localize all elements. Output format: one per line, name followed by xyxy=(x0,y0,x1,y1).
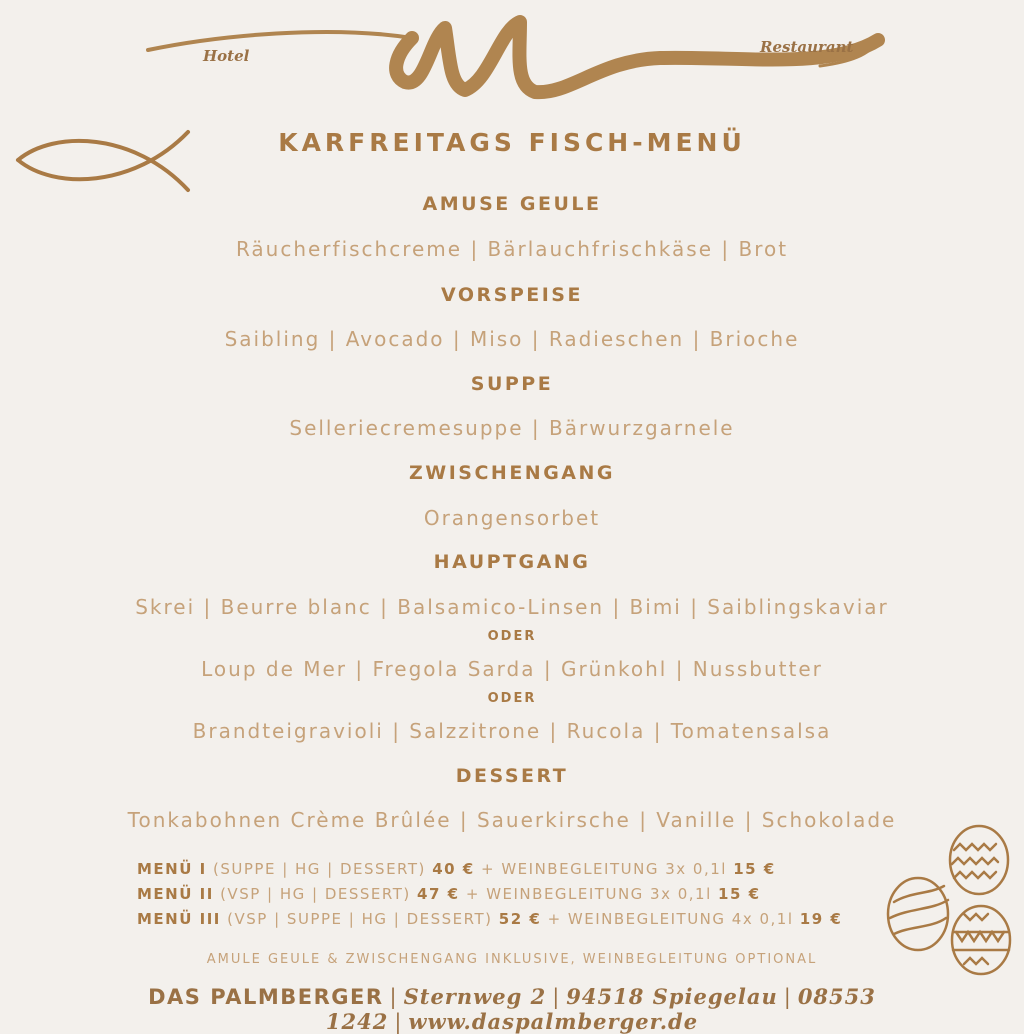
section-heading: ZWISCHENGANG xyxy=(408,462,615,484)
footer-contact: DAS PALMBERGER | Sternweg 2 | 94518 Spiegelau | 08553 1242 | www.daspalmberger.de xyxy=(148,984,876,1034)
oder-separator: ODER xyxy=(487,629,537,644)
menu-title: KARFREITAGS FISCH-MENÜ xyxy=(278,128,746,157)
logo-hotel-word: Hotel xyxy=(203,47,250,65)
section-heading: VORSPEISE xyxy=(441,284,583,306)
section-heading: SUPPE xyxy=(470,373,554,395)
footer-phone: 08553 1242 xyxy=(325,984,876,1034)
oder-separator: ODER xyxy=(487,691,537,706)
palmberger-logo-icon xyxy=(0,0,1024,110)
dish-line: Loup de Mer | Fregola Sarda | Grünkohl | Nussbutter xyxy=(201,657,823,681)
dish-line: Saibling | Avocado | Miso | Radieschen | Brioche xyxy=(224,327,800,351)
footer-city: 94518 Spiegelau xyxy=(566,984,778,1009)
section-heading: AMUSE GEULE xyxy=(422,193,602,215)
menu-note: AMULE GEULE & ZWISCHENGANG INKLUSIVE, WEINBEGLEITUNG OPTIONAL xyxy=(206,952,818,967)
menu-price-line: MENÜ I (SUPPE | HG | DESSERT) 40 € + WEINBEGLEITUNG 3x 0,1l 15 € xyxy=(137,860,776,878)
dish-line: Skrei | Beurre blanc | Balsamico-Linsen | Bimi | Saiblingskaviar xyxy=(135,595,889,619)
footer-name: DAS PALMBERGER xyxy=(148,985,384,1009)
dish-line: Orangensorbet xyxy=(423,506,601,530)
dish-line: Selleriecremesuppe | Bärwurzgarnele xyxy=(289,416,735,440)
footer-street: Sternweg 2 xyxy=(403,984,547,1009)
footer-website: www.daspalmberger.de xyxy=(408,1009,699,1034)
dish-line: Tonkabohnen Crème Brûlée | Sauerkirsche | Vanille | Schokolade xyxy=(127,808,897,832)
section-heading: DESSERT xyxy=(455,765,569,787)
menu-price-line: MENÜ II (VSP | HG | DESSERT) 47 € + WEINBEGLEITUNG 3x 0,1l 15 € xyxy=(137,885,761,903)
logo-restaurant-word: Restaurant xyxy=(760,38,854,56)
menu-price-line: MENÜ III (VSP | SUPPE | HG | DESSERT) 52 € + WEINBEGLEITUNG 4x 0,1l 19 € xyxy=(137,910,843,928)
section-heading: HAUPTGANG xyxy=(433,551,591,573)
dish-line: Räucherfischcreme | Bärlauchfrischkäse | Brot xyxy=(235,237,789,261)
dish-line: Brandteigravioli | Salzzitrone | Rucola | Tomatensalsa xyxy=(192,719,832,743)
